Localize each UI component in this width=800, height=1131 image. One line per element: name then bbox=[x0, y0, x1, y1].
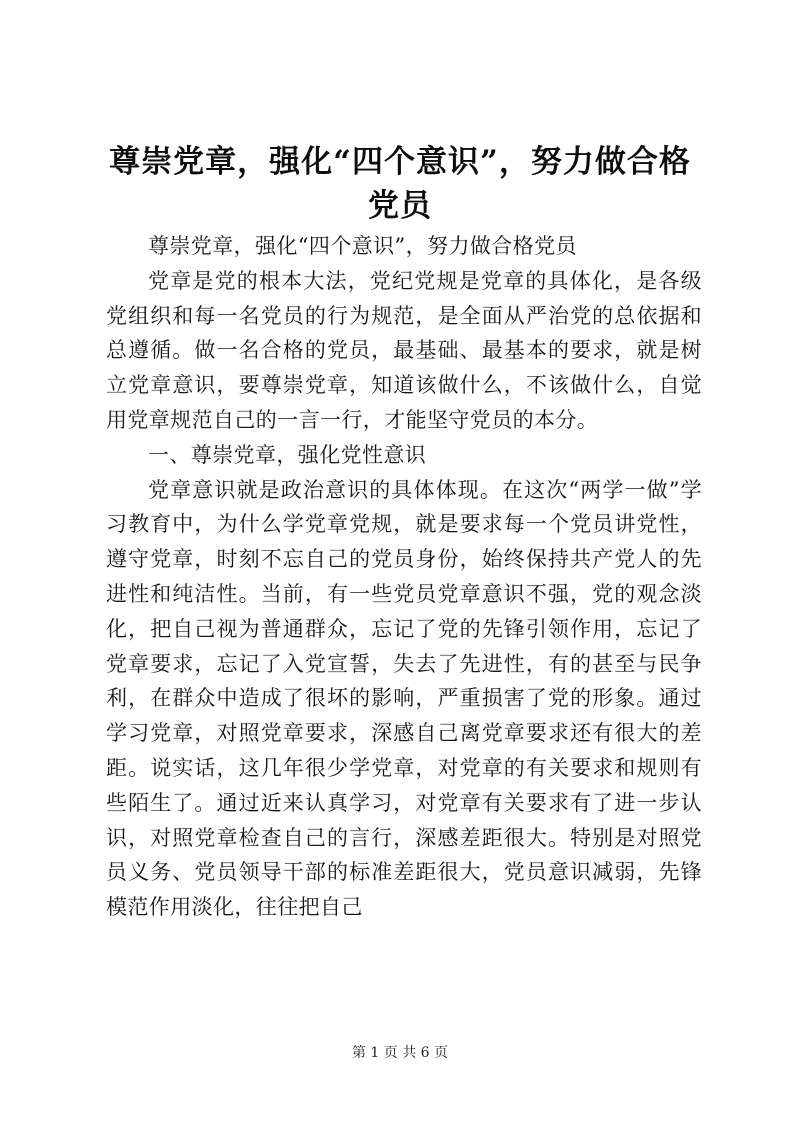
intro-paragraph: 党章是党的根本大法，党纪党规是党章的具体化，是各级党组织和每一名党员的行为规范，是全面从严治党的总依据和总遵循。做一名合格的党员，最基础、最基本的要求，就是树立党章意识，要尊崇党章，知道该做什么，不该做什么，自觉用党章规范自己的一言一行，才能坚守党员的本分。 bbox=[106, 268, 702, 432]
section-paragraph: 党章意识就是政治意识的具体体现。在这次“两学一做”学习教育中，为什么学党章党规，就是要求每一个党员讲党性，遵守党章，时刻不忘自己的党员身份，始终保持共产党人的先进性和纯洁性。当前，有一些党员党章意识不强，党的观念淡化，把自己视为普通群众，忘记了党的先锋引领作用，忘记了党章要求，忘记了入党宣誓，失去了先进性，有的甚至与民争利，在群众中造成了很坏的影响，严重损害了党的形象。通过学习党章，对照党章要求，深感自己离党章要求还有很大的差距。说实话，这几年很少学党章，对党章的有关要求和规则有些陌生了。通过近来认真学习，对党章有关要求有了进一步认识，对照党章检查自己的言行，深感差距很大。特别是对照党员义务、党员领导干部的标准差距很大，党员意识减弱，先锋模范作用淡化，往往把自己 bbox=[106, 477, 702, 920]
document-title: 尊崇党章，强化“四个意识”，努力做合格党员 bbox=[109, 144, 691, 224]
page-footer: 第 1 页 共 6 页 bbox=[351, 1045, 449, 1061]
subtitle-paragraph: 尊崇党章，强化“四个意识”，努力做合格党员 bbox=[148, 234, 577, 258]
section-heading: 一、尊崇党章，强化党性意识 bbox=[148, 442, 427, 467]
document-body bbox=[106, 229, 702, 925]
